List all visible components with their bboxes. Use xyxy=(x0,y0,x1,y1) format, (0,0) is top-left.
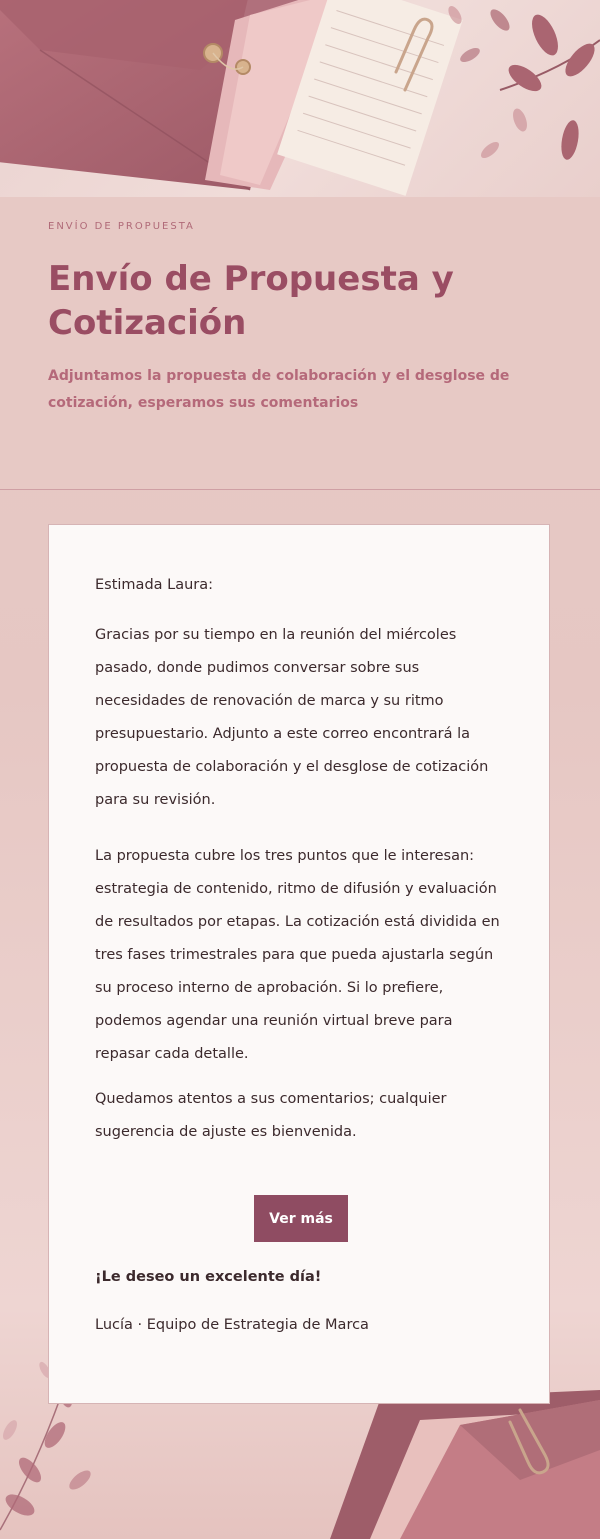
letter-paragraph-1: Gracias por su tiempo en la reunión del miércoles pasado, donde pudimos conversar sobre sus necesidades de renovación de marca y su ritmo presupuestario. Adjunto a este correo encontrará la propuesta de colaboración y el desglose de cotización para su revisión. xyxy=(95,627,489,808)
envelopes-illustration-icon xyxy=(0,0,600,197)
eyebrow-label: ENVÍO DE PROPUESTA xyxy=(48,221,195,232)
page-title: Envío de Propuesta y Cotización xyxy=(48,259,454,343)
letter-card xyxy=(48,524,550,1404)
letter-paragraph-3: Quedamos atentos a sus comentarios; cualquier sugerencia de ajuste es bienvenida. xyxy=(95,1091,447,1140)
page-subtitle: Adjuntamos la propuesta de colaboración y el desglose de cotización, esperamos sus comentarios xyxy=(48,368,510,411)
letter-signature: Lucía · Equipo de Estrategia de Marca xyxy=(95,1317,369,1333)
hero-illustration xyxy=(0,0,600,197)
letter-paragraph-2: La propuesta cubre los tres puntos que le interesan: estrategia de contenido, ritmo de difusión y evaluación de resultados por etapas. La cotización está dividida en tres fases trimestrales para que pueda ajustarla según su proceso interno de aprobación. Si lo prefiere, podemos agendar una reunión virtual breve para repasar cada detalle. xyxy=(95,848,500,1062)
letter-greeting: Estimada Laura: xyxy=(95,577,214,593)
letter-closing: ¡Le deseo un excelente día! xyxy=(95,1269,322,1285)
header-divider xyxy=(0,489,600,490)
ver-mas-button[interactable]: Ver más xyxy=(254,1195,348,1242)
